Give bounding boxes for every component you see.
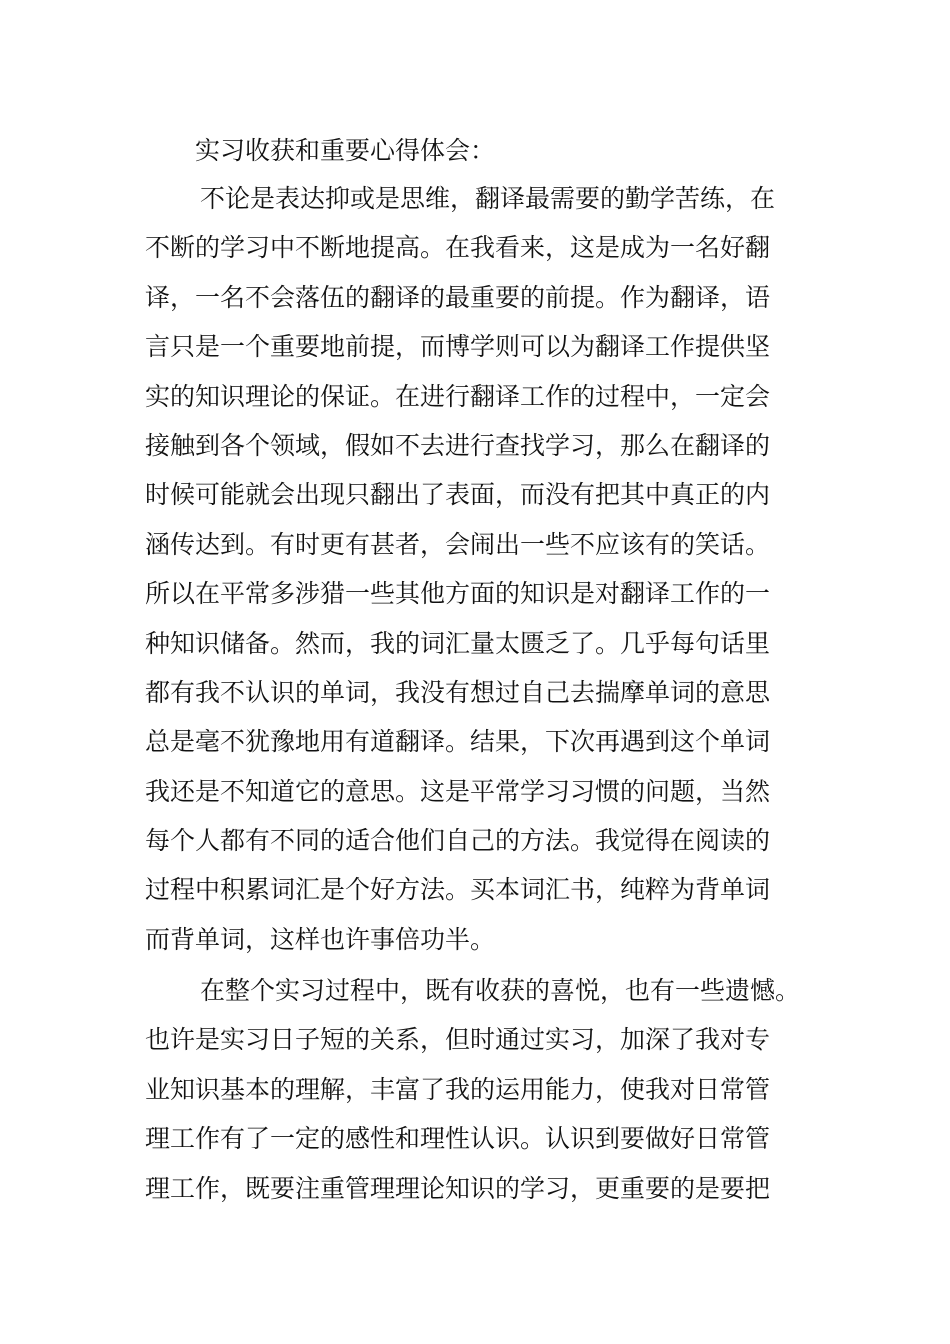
paragraph-1-line: 我还是不知道它的意思。这是平常学习习惯的问题，当然 <box>145 776 771 806</box>
paragraph-1-line: 时候可能就会出现只翻出了表面，而没有把其中真正的内 <box>145 480 771 510</box>
paragraph-2-line: 理工作，既要注重管理理论知识的学习，更重要的是要把 <box>145 1173 771 1203</box>
paragraph-2-line: 业知识基本的理解，丰富了我的运用能力，使我对日常管 <box>145 1074 771 1104</box>
paragraph-1-line: 种知识储备。然而，我的词汇量太匮乏了。几乎每句话里 <box>145 628 771 658</box>
paragraph-1-line: 实的知识理论的保证。在进行翻译工作的过程中，一定会 <box>145 381 771 411</box>
paragraph-1 <box>145 174 825 964</box>
paragraph-1-line: 每个人都有不同的适合他们自己的方法。我觉得在阅读的 <box>145 826 771 856</box>
paragraph-1-line: 涵传达到。有时更有甚者，会闹出一些不应该有的笑话。 <box>145 529 771 559</box>
paragraph-1-line: 言只是一个重要地前提，而博学则可以为翻译工作提供坚 <box>145 332 771 362</box>
paragraph-1-line: 所以在平常多涉猎一些其他方面的知识是对翻译工作的一 <box>145 579 771 609</box>
paragraph-1-line: 都有我不认识的单词，我没有想过自己去揣摩单词的意思 <box>145 677 771 707</box>
paragraph-1-line: 而背单词，这样也许事倍功半。 <box>145 924 496 954</box>
paragraph-1-line: 不断的学习中不断地提高。在我看来，这是成为一名好翻 <box>145 233 771 263</box>
paragraph-2-line: 也许是实习日子短的关系，但时通过实习，加深了我对专 <box>145 1025 771 1055</box>
paragraph-2-line: 理工作有了一定的感性和理性认识。认识到要做好日常管 <box>145 1124 771 1154</box>
section-heading: 实习收获和重要心得体会： <box>195 136 496 165</box>
paragraph-2-line: 在整个实习过程中，既有收获的喜悦，也有一些遗憾。 <box>200 976 801 1005</box>
paragraph-1-line: 接触到各个领域，假如不去进行查找学习，那么在翻译的 <box>145 430 771 460</box>
paragraph-1-line: 译，一名不会落伍的翻译的最重要的前提。作为翻译，语 <box>145 282 771 312</box>
paragraph-1-line: 不论是表达抑或是思维，翻译最需要的勤学苦练，在 <box>200 184 776 213</box>
paragraph-1-line: 过程中积累词汇是个好方法。买本词汇书，纯粹为背单词 <box>145 875 771 905</box>
paragraph-1-line: 总是毫不犹豫地用有道翻译。结果，下次再遇到这个单词 <box>145 727 771 757</box>
paragraph-2 <box>145 966 825 1213</box>
